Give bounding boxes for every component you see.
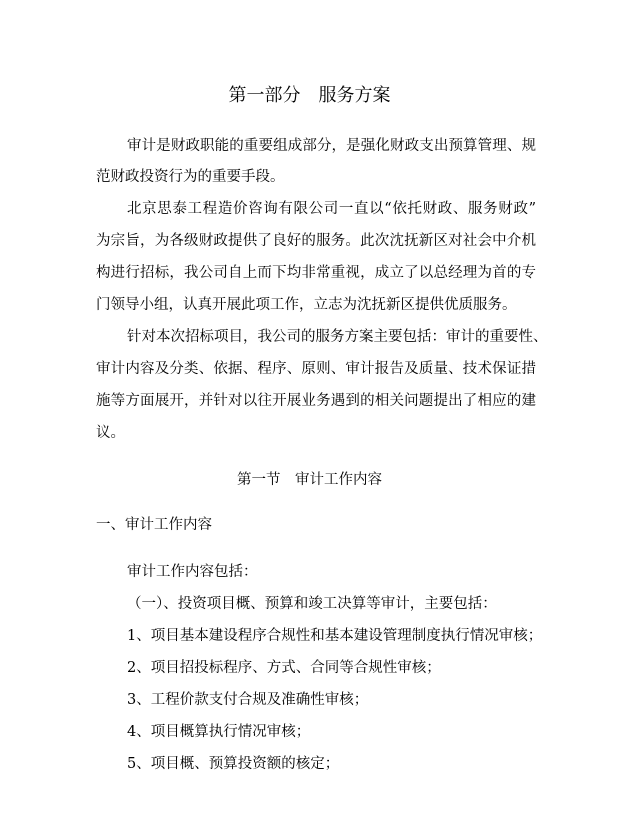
subheading: （一）、投资项目概、预算和竣工决算等审计，主要包括： (127, 596, 497, 612)
paragraph-2-line-3: 构进行招标，我公司自上而下均非常重视，成立了以总经理为首的专 (96, 265, 536, 281)
paragraph-2-line-1: 北京思泰工程造价咨询有限公司一直以“依托财政、服务财政” (127, 201, 536, 217)
paragraph-1-line-1: 审计是财政职能的重要组成部分，是强化财政支出预算管理、规 (127, 138, 536, 154)
list-item-4: 4、项目概算执行情况审核； (127, 724, 311, 740)
list-item-1: 1、项目基本建设程序合规性和基本建设管理制度执行情况审核； (127, 628, 543, 644)
list-item-5: 5、项目概、预算投资额的核定； (127, 756, 340, 772)
paragraph-3-line-2: 审计内容及分类、依据、程序、原则、审计报告及质量、技术保证措 (96, 361, 536, 377)
paragraph-3-line-1: 针对本次招标项目，我公司的服务方案主要包括：审计的重要性、 (127, 329, 548, 345)
paragraph-3-line-3: 施等方面展开，并针对以往开展业务遇到的相关问题提出了相应的建 (96, 393, 536, 409)
section-title: 第一节 审计工作内容 (237, 472, 382, 488)
paragraph-1-line-2: 范财政投资行为的重要手段。 (96, 169, 285, 185)
page-title: 第一部分 服务方案 (228, 85, 391, 106)
list-item-2: 2、项目招投标程序、方式、合同等合规性审核； (127, 660, 441, 676)
paragraph-2-line-2: 为宗旨，为各级财政提供了良好的服务。此次沈抚新区对社会中介机 (96, 233, 536, 249)
list-item-3: 3、工程价款支付合规及准确性审核； (127, 692, 369, 708)
heading-1: 一、审计工作内容 (96, 517, 212, 533)
intro-text: 审计工作内容包括： (127, 564, 258, 580)
paragraph-3-line-4: 议。 (96, 425, 125, 441)
paragraph-2-line-4: 门领导小组，认真开展此项工作，立志为沈抚新区提供优质服务。 (96, 297, 517, 313)
